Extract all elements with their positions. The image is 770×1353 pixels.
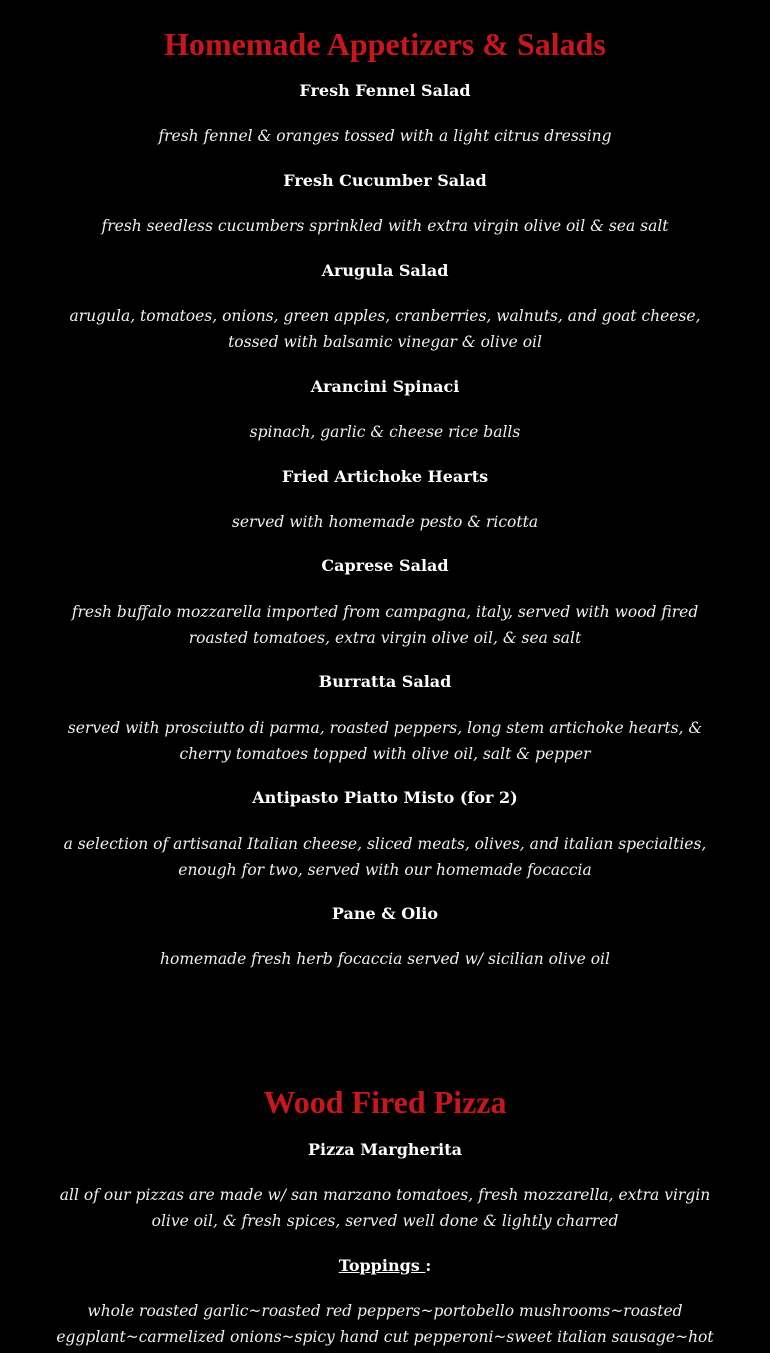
item-description-wrap <box>50 831 720 883</box>
menu-item-pane-olio <box>0 903 770 925</box>
toppings-label: Toppings <box>338 1256 426 1275</box>
item-description: fresh seedless cucumbers sprinkled with extra virgin olive oil & sea salt <box>101 217 669 235</box>
menu-item-fennel <box>0 80 770 102</box>
menu-item-cucumber <box>0 170 770 192</box>
menu-item-arancini <box>0 376 770 398</box>
item-description-wrap <box>50 509 720 535</box>
item-description-wrap <box>50 213 720 239</box>
item-name: Antipasto Piatto Misto (for 2) <box>252 788 518 807</box>
item-name: Arugula Salad <box>321 261 449 280</box>
item-name: Fried Artichoke Hearts <box>281 467 489 486</box>
menu-item-margherita <box>0 1139 770 1161</box>
item-description: arugula, tomatoes, onions, green apples, cranberries, walnuts, and goat cheese, tossed with balsamic vinegar & olive oil <box>69 307 701 351</box>
menu-item-caprese <box>0 555 770 577</box>
item-name: Fresh Fennel Salad <box>299 81 471 100</box>
item-description-wrap <box>50 1182 720 1234</box>
item-name: Burratta Salad <box>318 672 452 691</box>
item-description: homemade fresh herb focaccia served w/ sicilian olive oil <box>160 950 610 968</box>
item-name: Pane & Olio <box>331 904 439 923</box>
item-description: fresh buffalo mozzarella imported from campagna, italy, served with wood fired roasted tomatoes, extra virgin olive oil, & sea salt <box>71 603 699 647</box>
item-name: Arancini Spinaci <box>310 377 460 396</box>
item-description: spinach, garlic & cheese rice balls <box>249 423 521 441</box>
toppings-colon: : <box>425 1256 432 1275</box>
toppings-heading <box>0 1255 770 1277</box>
menu-item-antipasto <box>0 787 770 809</box>
item-description-wrap <box>50 715 720 767</box>
toppings-description-wrap <box>50 1298 720 1350</box>
item-description: served with homemade pesto & ricotta <box>231 513 539 531</box>
item-description-wrap <box>50 303 720 355</box>
item-description: fresh fennel & oranges tossed with a light citrus dressing <box>158 127 612 145</box>
menu-item-burratta <box>0 671 770 693</box>
menu-item-artichoke <box>0 466 770 488</box>
item-description-wrap <box>50 123 720 149</box>
item-description: served with prosciutto di parma, roasted peppers, long stem artichoke hearts, & cherry tomatoes topped with olive oil, salt & pepper <box>67 719 703 763</box>
item-description-wrap <box>50 419 720 445</box>
item-description-wrap <box>50 946 720 972</box>
item-name: Caprese Salad <box>321 556 449 575</box>
menu-item-arugula <box>0 260 770 282</box>
item-description-wrap <box>50 599 720 651</box>
item-name: Pizza Margherita <box>308 1140 462 1159</box>
appetizers-section-title: Homemade Appetizers & Salads <box>164 26 606 62</box>
item-name: Fresh Cucumber Salad <box>283 171 487 190</box>
pizza-section-title: Wood Fired Pizza <box>263 1084 507 1120</box>
item-description: all of our pizzas are made w/ san marzano tomatoes, fresh mozzarella, extra virgin olive oil, & fresh spices, served well done & lightly charred <box>59 1186 711 1230</box>
item-description: a selection of artisanal Italian cheese, sliced meats, olives, and italian specialties, enough for two, served with our homemade focaccia <box>63 835 707 879</box>
toppings-description: whole roasted garlic~roasted red peppers~portobello mushrooms~roasted eggplant~carmelized onions~spicy hand cut pepperoni~sweet italian sausage~hot <box>56 1302 714 1346</box>
